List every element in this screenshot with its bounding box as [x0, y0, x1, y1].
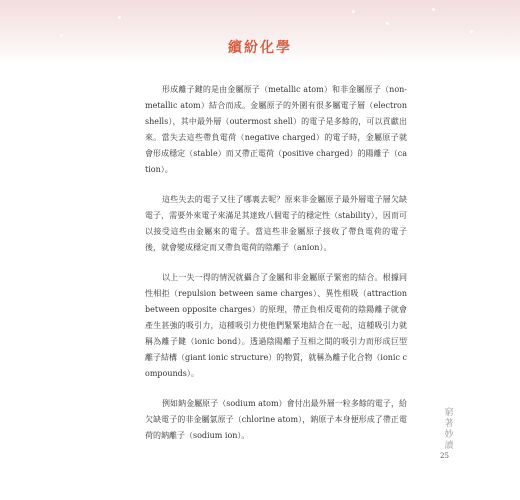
sparkle-decoration: [470, 30, 473, 33]
page-title: 繽紛化學: [228, 40, 292, 56]
paragraph: 形成離子鍵的是由金屬原子（metallic atom）和非金屬原子（non-metallic atom）結合而成。金屬原子的外圍有很多屬電子層（electron shells），其中最外層（outermost shell）的電子是多餘的，可以貢獻出來。當失去這些帶負電荷（negative charged）的電子時，金屬原子就會形成穩定（stable）而又帶正電荷（positive charged）的陽離子（cation）。: [145, 85, 407, 174]
sparkle-decoration: [432, 8, 435, 11]
page-number: 25: [440, 452, 449, 460]
paragraph: 例如鈉金屬原子（sodium atom）會付出最外層一粒多餘的電子，給欠缺電子的非金屬氯原子（chlorine atom），鈉原子本身便形成了帶正電荷的鈉離子（sodium ion）。: [145, 399, 407, 440]
sparkle-decoration: [386, 22, 389, 25]
paragraph: 這些失去的電子又往了哪裏去呢？原來非金屬原子最外層電子層欠缺電子，需要外來電子來滿足其達致八個電子的穩定性（stability），因而可以接受這些由金屬來的電子。當這些非金屬原子接收了帶負電荷的電子後，就會變成穩定而又帶負電荷的陰離子（anion）。: [145, 195, 407, 252]
sparkle-decoration: [352, 10, 355, 13]
sparkle-decoration: [118, 16, 121, 19]
paragraph: 以上一失一得的情況就攝合了金屬和非金屬原子緊密的結合。根據同性相拒（repulsion between same charges）、異性相吸（attraction between opposite charges）的原理，帶正負相反電荷的陰陽離子就會產生甚強的吸引力，這種吸引力使他們緊緊地結合在一起，這種吸引力就稱為離子鍵（ionic bond）。透過陰陽離子互相之間的吸引力而形成巨型離子結構（giant ionic structure）的物質，就稱為離子化合物（ionic compounds）。: [145, 273, 407, 378]
body-text: [145, 82, 407, 458]
side-series-mark: 窮著妙讀: [444, 408, 454, 451]
